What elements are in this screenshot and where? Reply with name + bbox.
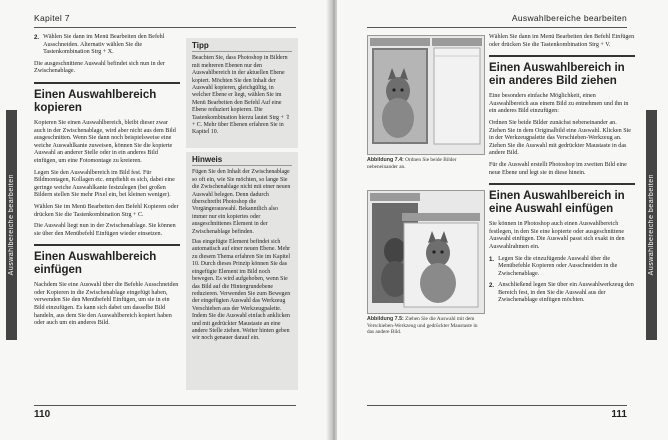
section-heading: Einen Auswahlbereich in ein anderes Bild ziehen — [489, 55, 635, 88]
section-heading: Einen Auswahlbereich einfügen — [34, 244, 180, 277]
numbered-step: 1. Legen Sie die einzufügende Auswahl über die Menübefehle Kopieren oder Ausschneiden in die Zwischenablage. — [489, 255, 618, 277]
section-heading: Einen Auswahlbereich kopieren — [34, 82, 180, 115]
tip-title: Tipp — [192, 42, 292, 52]
paragraph: Legen Sie den Auswahlbereich im Bild fest. Für Bildmontagen, Kollagen etc. empfiehlt es sich, dabei eine geringe weiche Auswahlkante festzulegen (bei großen Bildern stellen Sie mehr Pixel ein, bei kleinen weniger). — [34, 169, 175, 199]
side-tab: Auswahlbereiche bearbeiten — [646, 110, 657, 340]
right-page — [337, 0, 668, 440]
paragraph: Ordnen Sie beide Bilder zunächst nebeneinander an. Ziehen Sie in dem Originalbild eine Auswahl. Klicken Sie in der Werkzeugpalette das Verschieben-Werkzeug an. Ziehen Sie die Auswahl mit gedrückter Maustaste in das andere Bild. — [489, 119, 631, 157]
note-box — [186, 152, 298, 390]
paragraph: Für die Auswahl erstellt Photoshop im zweiten Bild eine neue Ebene und legt sie in diese hinein. — [489, 161, 627, 176]
paragraph: Die Auswahl liegt nun in der Zwischenablage. Sie können sie über den Menübefehl Einfügen wieder einsetzen. — [34, 223, 176, 237]
tip-box — [186, 38, 298, 148]
note-text: Fügen Sie den Inhalt der Zwischenablage so oft ein, wie Sie möchten, so lange Sie die Zwischenablage nicht mit einer neuen Auswahl belegen. Denn dadurch überschreibt Photoshop die Vorgängerauswahl. Bekanntlich also immer nur ein kopiertes oder ausgeschnittenes Element in der Zwischenablage befinden. — [192, 169, 291, 235]
tip-text: Beachten Sie, dass Photoshop in Bildern mit mehreren Ebenen nur den Auswahlbereich in der aktuellen Ebene kopiert. Möchten Sie den Inhalt der Auswahl kopieren, gleichgültig, in welcher Ebene er liegt, wählen Sie im Menü Bearbeiten den Befehl Auf eine Ebene reduziert kopieren. Die Tastenkombination hierzu lautet Strg + ⇧ + C. Mehr über Ebenen erfahren Sie in Kapitel 10. — [192, 55, 291, 136]
main-column — [489, 34, 635, 309]
note-text: Das eingefügte Element befindet sich automatisch auf einer neuen Ebene. Mehr zu diesem Thema erfahren Sie im Kapitel 10. Durch dieses Prinzip können Sie das eingefügte Element im Bild noch bewegen. Es wird aufgehoben, wenn Sie das Bild auf die Hintergrundebene reduzieren. Verwenden Sie zum Bewegen der eingefügten Auswahl das Werkzeug Verschieben aus der Werkzeugpalette. Indem Sie die Auswahl einfach anklicken und mit gedrückter Maustaste an eine andere Stelle ziehen. Weiter hinten geben wir noch genauer darauf ein. — [192, 239, 291, 342]
note-title: Hinweis — [192, 156, 292, 166]
running-head: Kapitel 7 — [34, 13, 296, 28]
left-page — [0, 0, 331, 440]
paragraph: Wählen Sie im Menü Bearbeiten den Befehl Kopieren oder drücken Sie die Tastenkombination Strg + C. — [34, 203, 179, 218]
screenshot-figure — [367, 190, 485, 314]
numbered-step: 2. Anschließend legen Sie über ein Auswahlwerkzeug den Bereich fest, in den Sie die Auswahl aus der Zwischenablage einfügen möchten. — [489, 282, 634, 304]
section-heading: Einen Auswahlbereich in eine Auswahl einfügen — [489, 183, 635, 216]
paragraph: Nachdem Sie eine Auswahl über die Befehle Ausschneiden oder Kopieren in die Zwischenablage eingefügt haben, verwenden Sie den Menübefehl Einfügen, um sie in ein Bild einzufügen. Es kann sich dabei um dasselbe Bild handeln, aus dem Sie den Auswahlbereich kopiert haben oder auch um ein anderes Bild. — [34, 282, 179, 327]
photoshop-window-illustration — [368, 36, 484, 154]
figure-caption: Abbildung 7.4: Ordnen Sie beide Bilder nebeneinander an. — [367, 157, 457, 170]
running-head: Auswahlbereiche bearbeiten — [367, 13, 627, 28]
paragraph: Kopieren Sie einen Auswahlbereich, bleibt dieser zwar auch in der Zwischenablage, wird aber nicht aus dem Bild ausgeschnitten. Wenn Sie dann noch beispielsweise eine weiche Auswahlkante zuweisen, können Sie die kopierte Auswahl an anderer Stelle oder in ein anderes Bild einfügen, um eine Fotomontage zu kreieren. — [34, 119, 176, 164]
page-number: 110 — [34, 405, 296, 420]
paragraph: Wählen Sie dann im Menü Bearbeiten den Befehl Einfügen oder drücken Sie die Tastenkombination Strg + V. — [489, 34, 635, 48]
page-number: 111 — [367, 405, 627, 420]
main-column — [34, 34, 180, 332]
figure-caption: Abbildung 7.5: Ziehen Sie die Auswahl mit dem Verschieben-Werkzeug und gedrückter Maustaste in das andere Bild. — [367, 316, 478, 336]
screenshot-figure — [367, 35, 485, 155]
paragraph: Sie können in Photoshop auch einen Auswahlbereich festlegen, in den Sie eine kopierte oder ausgeschnittene Auswahl einfügen. Die Auswahl passt sich exakt in den Auswahlrahmen ein. — [489, 221, 625, 250]
photoshop-drag-illustration — [368, 191, 484, 313]
side-tab: Auswahlbereiche bearbeiten — [6, 110, 17, 340]
numbered-step: 2. Wählen Sie dann im Menü Bearbeiten den Befehl Ausschneiden. Alternativ wählen Sie die Tastenkombination Strg + X. — [34, 34, 165, 56]
paragraph: Eine besonders einfache Möglichkeit, einen Auswahlbereich aus einem Bild zu entnehmen und ihn in ein anderes Bild einzufügen: — [489, 93, 629, 115]
paragraph: Die ausgeschnittene Auswahl befindet sich nun in der Zwischenablage. — [34, 60, 165, 75]
